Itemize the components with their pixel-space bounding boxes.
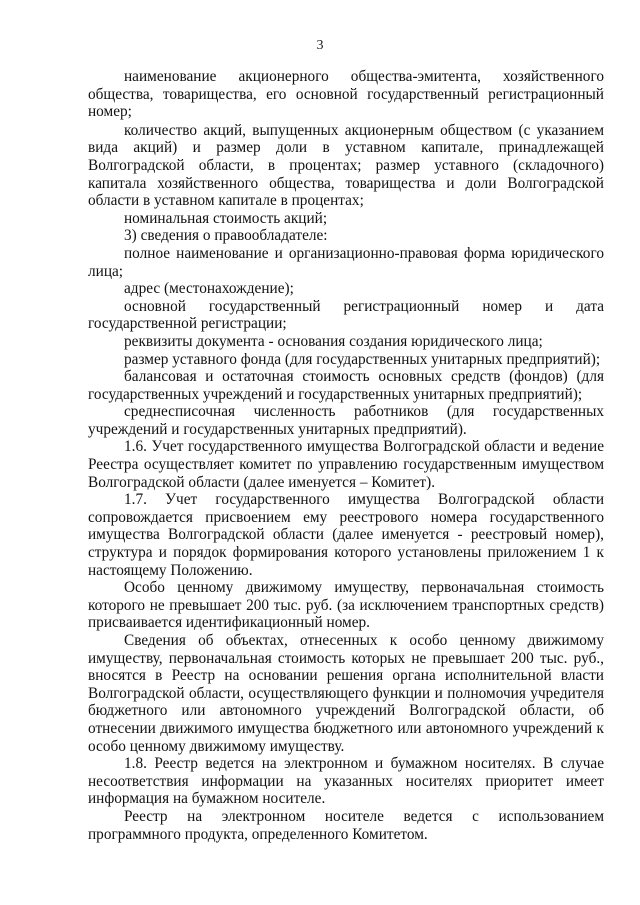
paragraph: Особо ценному движимому имуществу, первоначальная стоимость которого не превышает 200 тыс. руб. (за исключением транспортных средств) присваивается идентификационный номер. [88,579,604,632]
paragraph: количество акций, выпущенных акционерным обществом (с указанием вида акций) и размер доли в уставном капитале, принадлежащей Волгоградской области, в процентах; размер уставного (складочного) капитала хозяйственного общества, товарищества и доли Волгоградской области в уставном капитале в процентах; [88,121,604,210]
paragraph: 1.7. Учет государственного имущества Волгоградской области сопровождается присвоением ему реестрового номера государственного имущества Волгоградской области (далее именуется - реестровый номер), структура и порядок формирования которого установлены приложением 1 к настоящему Положению. [88,491,604,579]
document-body [88,68,604,843]
paragraph: 3) сведения о правообладателе: [124,227,328,245]
paragraph: реквизиты документа - основания создания юридического лица; [124,332,543,350]
paragraph: среднесписочная численность работников (для государственных учреждений и государственных унитарных предприятий). [88,403,604,438]
page-number: 3 [316,38,324,53]
paragraph: адрес (местонахождение); [124,280,294,298]
paragraph: размер уставного фонда (для государственных унитарных предприятий); [124,350,601,368]
paragraph: полное наименование и организационно-правовая форма юридического лица; [88,244,604,280]
paragraph: 1.6. Учет государственного имущества Волгоградской области и ведение Реестра осуществляет комитет по управлению государственным имуществом Волгоградской области (далее именуется – Комитет). [88,438,604,491]
paragraph: наименование акционерного общества-эмитента, хозяйственного общества, товарищества, его основной государственный регистрационный номер; [88,68,604,121]
paragraph: Сведения об объектах, отнесенных к особо ценному движимому имуществу, первоначальная стоимость которых не превышает 200 тыс. руб., вносятся в Реестр на основании решения органа исполнительной власти Волгоградской области, осуществляющего функции и полномочия учредителя бюджетного или автономного учреждений Волгоградской области, об отнесении движимого имущества бюджетного или автономного учреждений к особо ценному движимому имуществу. [88,632,604,755]
paragraph: номинальная стоимость акций; [124,209,328,227]
paragraph: балансовая и остаточная стоимость основных средств (фондов) (для государственных учреждений и государственных унитарных предприятий); [88,368,604,403]
paragraph: Реестр на электронном носителе ведется с использованием программного продукта, определенного Комитетом. [88,807,604,843]
paragraph: 1.8. Реестр ведется на электронном и бумажном носителях. В случае несоответствия информации на указанных носителях приоритет имеет информация на бумажном носителе. [88,755,604,808]
paragraph: основной государственный регистрационный номер и дата государственной регистрации; [88,297,604,333]
